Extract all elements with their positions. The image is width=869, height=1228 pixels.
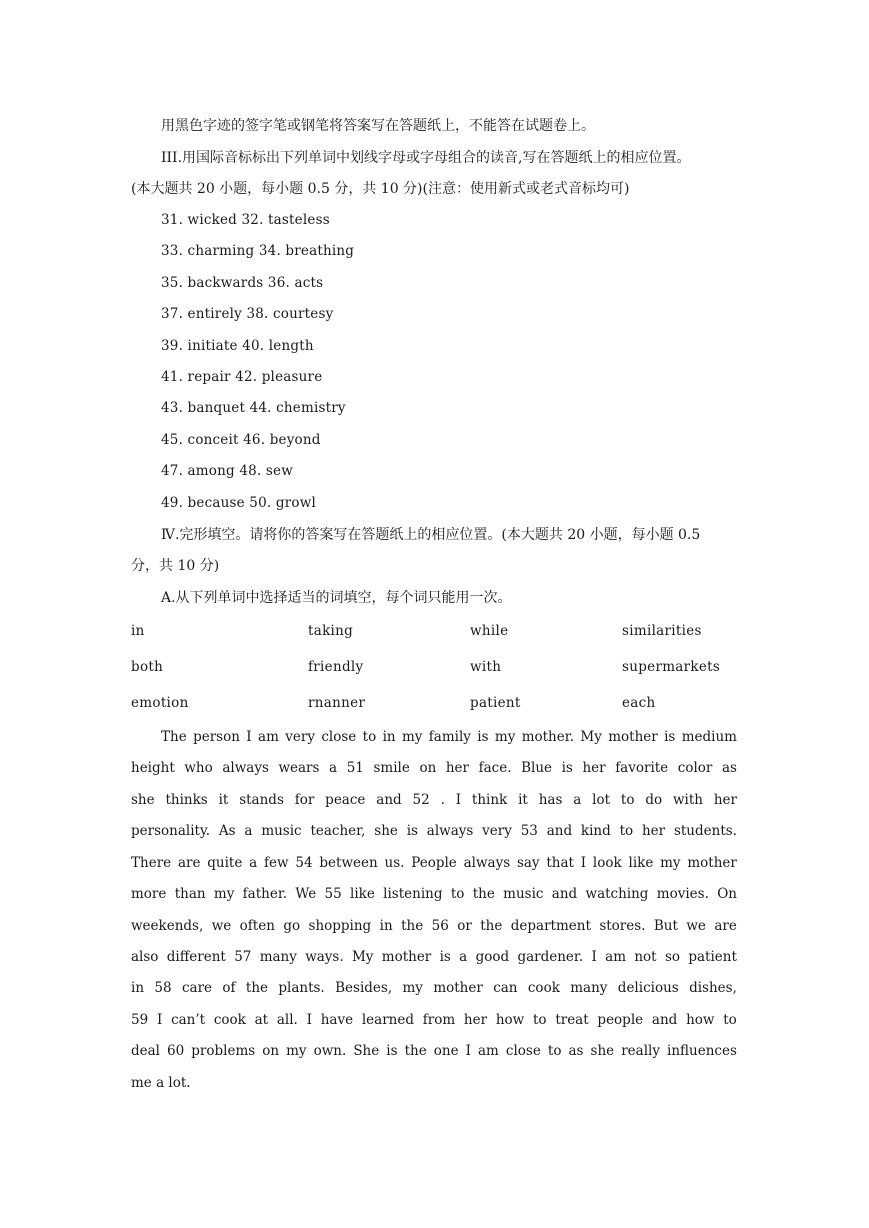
passage-line: There are quite a few 54 between us. People always say that I look like my mother (131, 855, 737, 871)
question-row: 35. backwards 36. acts (161, 275, 324, 291)
word-bank-item: both (131, 659, 164, 675)
passage-line: more than my father. We 55 like listening to the music and watching movies. On (131, 886, 737, 902)
passage-line: 59 I can’t cook at all. I have learned from her how to treat people and how to (131, 1012, 737, 1028)
question-row: 49. because 50. growl (161, 495, 316, 511)
passage-line: deal 60 problems on my own. She is the one I am close to as she really influences (131, 1043, 737, 1059)
word-bank-item: friendly (308, 659, 364, 675)
word-bank-item: while (470, 623, 509, 639)
question-row: 39. initiate 40. length (161, 338, 314, 354)
passage-line: weekends, we often go shopping in the 56 or the department stores. But we are (131, 918, 737, 934)
word-bank-item: rnanner (308, 695, 366, 711)
section-3-title: III.用国际音标标出下列单词中划线字母或字母组合的读音,写在答题纸上的相应位置。 (161, 150, 691, 166)
word-bank-item: with (470, 659, 502, 675)
passage-line: The person I am very close to in my family is my mother. My mother is medium (161, 729, 737, 745)
question-row: 47. among 48. sew (161, 463, 293, 479)
question-row: 31. wicked 32. tasteless (161, 212, 330, 228)
word-bank-item: emotion (131, 695, 189, 711)
subsection-a-title: A.从下列单词中选择适当的词填空，每个词只能用一次。 (161, 590, 512, 606)
word-bank-item: similarities (622, 623, 702, 639)
passage-line: in 58 care of the plants. Besides, my mother can cook many delicious dishes, (131, 980, 737, 996)
passage-line: also different 57 many ways. My mother is a good gardener. I am not so patient (131, 949, 737, 965)
passage-line: height who always wears a 51 smile on her face. Blue is her favorite color as (131, 760, 737, 776)
word-bank-item: in (131, 623, 145, 639)
question-row: 45. conceit 46. beyond (161, 432, 321, 448)
word-bank-item: supermarkets (622, 659, 721, 675)
word-bank-item: patient (470, 695, 521, 711)
question-row: 33. charming 34. breathing (161, 243, 355, 259)
passage-line: she thinks it stands for peace and 52 . I think it has a lot to do with her (131, 792, 737, 808)
passage-line: me a lot. (131, 1075, 191, 1091)
section-4-title-cont: 分，共 10 分) (131, 558, 220, 574)
section-3-note: (本大题共 20 小题，每小题 0.5 分，共 10 分)(注意：使用新式或老式音标均可) (131, 181, 630, 197)
instruction-line: 用黑色字迹的签字笔或钢笔将答案写在答题纸上，不能答在试题卷上。 (161, 118, 595, 134)
question-row: 43. banquet 44. chemistry (161, 400, 346, 416)
passage-line: personality. As a music teacher, she is always very 53 and kind to her students. (131, 823, 737, 839)
section-4-title: Ⅳ.完形填空。请将你的答案写在答题纸上的相应位置。(本大题共 20 小题，每小题 0.5 (161, 527, 701, 543)
word-bank-item: each (622, 695, 656, 711)
question-row: 37. entirely 38. courtesy (161, 306, 334, 322)
question-row: 41. repair 42. pleasure (161, 369, 323, 385)
word-bank-item: taking (308, 623, 354, 639)
